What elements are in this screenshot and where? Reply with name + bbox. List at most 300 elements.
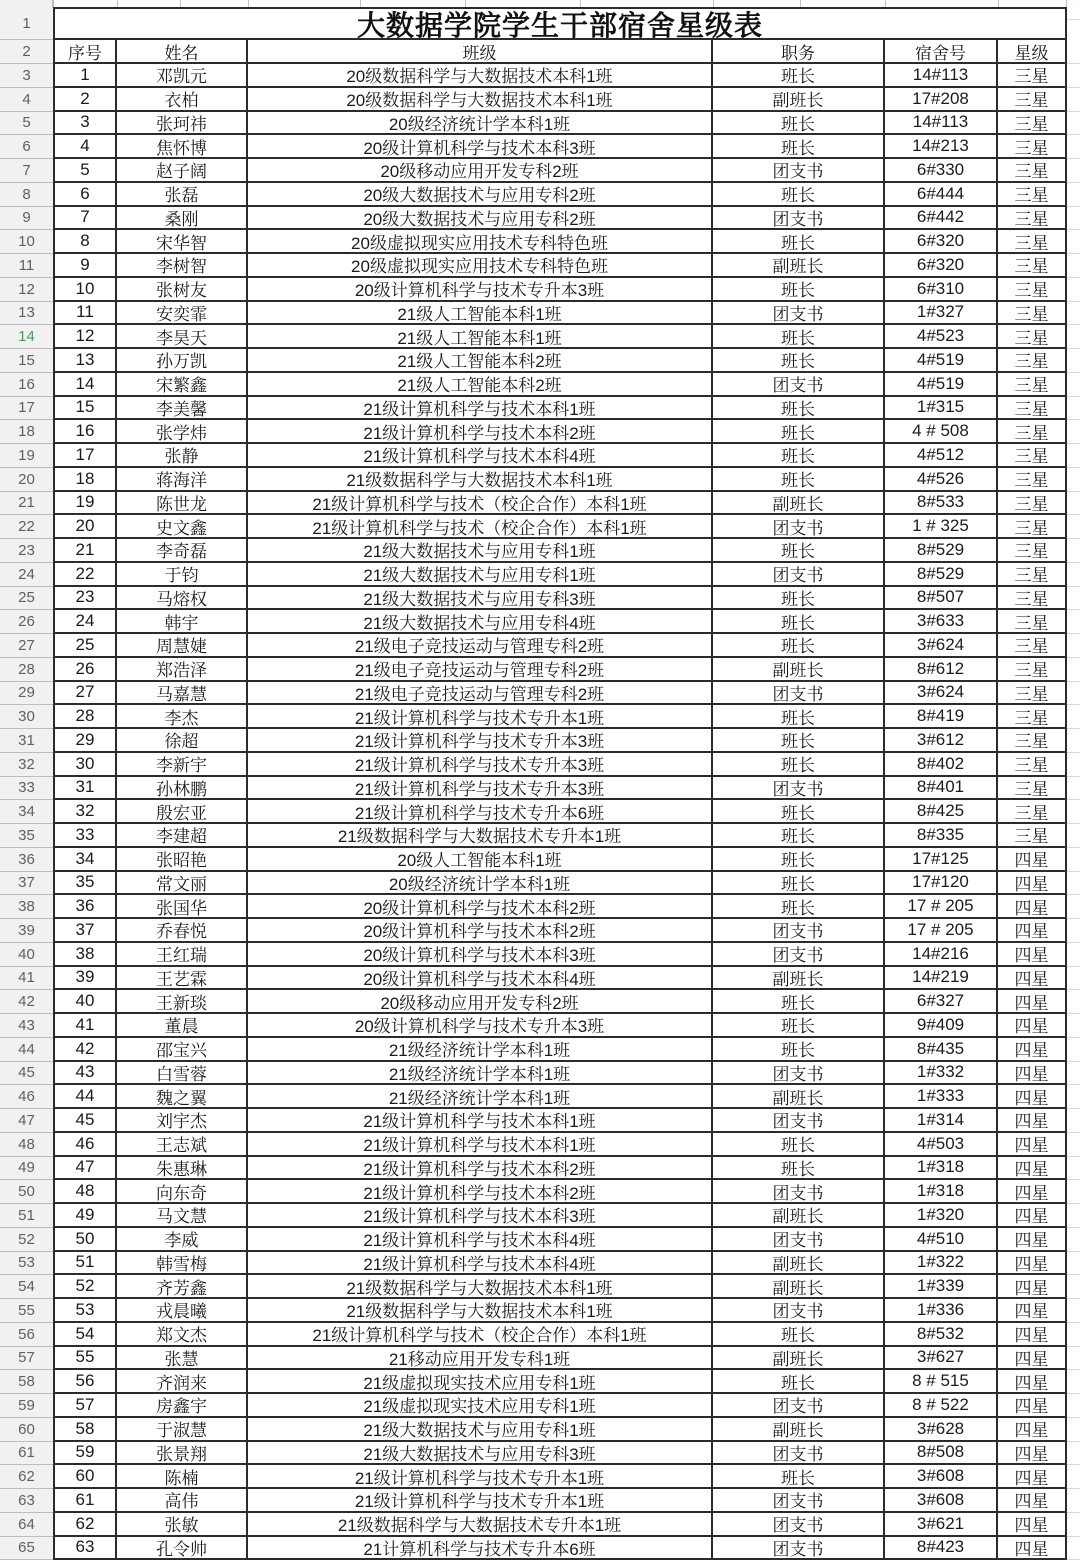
cell-star[interactable]: 四星 — [998, 1014, 1067, 1038]
row-header[interactable]: 52 — [0, 1228, 53, 1252]
row-header[interactable]: 18 — [0, 420, 53, 444]
cell-name[interactable]: 张景翔 — [117, 1442, 248, 1466]
cell-dorm[interactable]: 17#208 — [885, 88, 998, 112]
cell-name[interactable]: 王新琰 — [117, 990, 248, 1014]
row-header[interactable]: 57 — [0, 1347, 53, 1371]
cell-dorm[interactable]: 4#519 — [885, 349, 998, 373]
cell-position[interactable]: 班长 — [713, 278, 885, 302]
cell-position[interactable]: 班长 — [713, 325, 885, 349]
cell-class[interactable]: 20级计算机科学与技术专升本3班 — [248, 278, 713, 302]
cell-seq[interactable]: 55 — [53, 1347, 117, 1371]
cell-name[interactable]: 李奇磊 — [117, 539, 248, 563]
cell-seq[interactable]: 47 — [53, 1157, 117, 1181]
cell-dorm[interactable]: 8#533 — [885, 492, 998, 516]
cell-star[interactable]: 四星 — [998, 990, 1067, 1014]
row-header[interactable]: 55 — [0, 1299, 53, 1323]
cell-position[interactable]: 团支书 — [713, 682, 885, 706]
cell-class[interactable]: 21级人工智能本科1班 — [248, 325, 713, 349]
cell-name[interactable]: 李新宇 — [117, 753, 248, 777]
row-header[interactable]: 29 — [0, 682, 53, 706]
cell-class[interactable]: 21级计算机科学与技术专升本1班 — [248, 1465, 713, 1489]
cell-star[interactable]: 四星 — [998, 1370, 1067, 1394]
row-header[interactable]: 59 — [0, 1394, 53, 1418]
cell-star[interactable]: 四星 — [998, 895, 1067, 919]
cell-class[interactable]: 21级计算机科学与技术本科4班 — [248, 444, 713, 468]
cell-seq[interactable]: 60 — [53, 1465, 117, 1489]
cell-name[interactable]: 张敏 — [117, 1513, 248, 1537]
cell-dorm[interactable]: 8#435 — [885, 1038, 998, 1062]
row-header[interactable]: 46 — [0, 1085, 53, 1109]
row-header[interactable]: 23 — [0, 539, 53, 563]
cell-star[interactable]: 四星 — [998, 1109, 1067, 1133]
cell-name[interactable]: 于钧 — [117, 563, 248, 587]
cell-name[interactable]: 王志斌 — [117, 1133, 248, 1157]
row-header[interactable]: 26 — [0, 610, 53, 634]
cell-position[interactable]: 团支书 — [713, 1394, 885, 1418]
cell-class[interactable]: 21级经济统计学本科1班 — [248, 1085, 713, 1109]
cell-class[interactable]: 21级电子竞技运动与管理专科2班 — [248, 658, 713, 682]
cell-star[interactable]: 三星 — [998, 610, 1067, 634]
cell-name[interactable]: 齐芳鑫 — [117, 1275, 248, 1299]
cell-class[interactable]: 20级经济统计学本科1班 — [248, 112, 713, 136]
cell-class[interactable]: 21级计算机科学与技术本科2班 — [248, 1157, 713, 1181]
cell-star[interactable]: 四星 — [998, 1299, 1067, 1323]
cell-dorm[interactable]: 17 # 205 — [885, 919, 998, 943]
row-header[interactable]: 50 — [0, 1180, 53, 1204]
cell-class[interactable]: 21级大数据技术与应用专科1班 — [248, 563, 713, 587]
cell-star[interactable]: 三星 — [998, 492, 1067, 516]
cell-class[interactable]: 20级计算机科学与技术本科3班 — [248, 943, 713, 967]
cell-seq[interactable]: 33 — [53, 824, 117, 848]
cell-name[interactable]: 王红瑞 — [117, 943, 248, 967]
cell-dorm[interactable]: 4#526 — [885, 468, 998, 492]
cell-seq[interactable]: 5 — [53, 159, 117, 183]
row-header[interactable]: 41 — [0, 967, 53, 991]
cell-name[interactable]: 徐超 — [117, 729, 248, 753]
row-header[interactable]: 53 — [0, 1252, 53, 1276]
cell-star[interactable]: 四星 — [998, 1204, 1067, 1228]
cell-name[interactable]: 张昭艳 — [117, 848, 248, 872]
cell-star[interactable]: 三星 — [998, 88, 1067, 112]
cell-class[interactable]: 20级人工智能本科1班 — [248, 848, 713, 872]
cell-seq[interactable]: 62 — [53, 1513, 117, 1537]
cell-name[interactable]: 张珂祎 — [117, 112, 248, 136]
row-header[interactable]: 6 — [0, 135, 53, 159]
cell-name[interactable]: 赵子阔 — [117, 159, 248, 183]
cell-seq[interactable]: 14 — [53, 373, 117, 397]
cell-class[interactable]: 21级计算机科学与技术专升本6班 — [248, 800, 713, 824]
cell-dorm[interactable]: 6#320 — [885, 254, 998, 278]
cell-name[interactable]: 桑刚 — [117, 207, 248, 231]
cell-dorm[interactable]: 6#327 — [885, 990, 998, 1014]
row-header[interactable]: 35 — [0, 824, 53, 848]
cell-position[interactable]: 班长 — [713, 610, 885, 634]
cell-dorm[interactable]: 8#532 — [885, 1323, 998, 1347]
cell-seq[interactable]: 45 — [53, 1109, 117, 1133]
cell-position[interactable]: 副班长 — [713, 967, 885, 991]
cell-name[interactable]: 李美馨 — [117, 397, 248, 421]
row-header[interactable]: 61 — [0, 1442, 53, 1466]
cell-position[interactable]: 团支书 — [713, 919, 885, 943]
cell-dorm[interactable]: 3#608 — [885, 1465, 998, 1489]
cell-seq[interactable]: 54 — [53, 1323, 117, 1347]
cell-name[interactable]: 李杰 — [117, 705, 248, 729]
row-header[interactable]: 30 — [0, 705, 53, 729]
cell-name[interactable]: 马熔权 — [117, 587, 248, 611]
cell-seq[interactable]: 61 — [53, 1489, 117, 1513]
cell-name[interactable]: 向东奇 — [117, 1180, 248, 1204]
cell-position[interactable]: 班长 — [713, 539, 885, 563]
cell-name[interactable]: 李建超 — [117, 824, 248, 848]
cell-dorm[interactable]: 4#523 — [885, 325, 998, 349]
cell-name[interactable]: 焦怀博 — [117, 135, 248, 159]
cell-name[interactable]: 常文丽 — [117, 872, 248, 896]
row-header[interactable]: 63 — [0, 1489, 53, 1513]
cell-name[interactable]: 韩雪梅 — [117, 1252, 248, 1276]
cell-class[interactable]: 20级大数据技术与应用专科2班 — [248, 183, 713, 207]
cell-seq[interactable]: 30 — [53, 753, 117, 777]
cell-star[interactable]: 三星 — [998, 539, 1067, 563]
cell-name[interactable]: 宋繁鑫 — [117, 373, 248, 397]
cell-class[interactable]: 21级计算机科学与技术本科2班 — [248, 420, 713, 444]
cell-star[interactable]: 三星 — [998, 420, 1067, 444]
cell-class[interactable]: 21计算机科学与技术专升本6班 — [248, 1537, 713, 1561]
cell-class[interactable]: 20级虚拟现实应用技术专科特色班 — [248, 230, 713, 254]
cell-position[interactable]: 副班长 — [713, 492, 885, 516]
row-header[interactable]: 34 — [0, 800, 53, 824]
cell-name[interactable]: 戎晨曦 — [117, 1299, 248, 1323]
cell-class[interactable]: 20级计算机科学与技术本科2班 — [248, 919, 713, 943]
cell-name[interactable]: 邵宝兴 — [117, 1038, 248, 1062]
row-header[interactable]: 54 — [0, 1275, 53, 1299]
cell-star[interactable]: 四星 — [998, 1228, 1067, 1252]
row-header[interactable]: 10 — [0, 230, 53, 254]
cell-position[interactable]: 团支书 — [713, 943, 885, 967]
row-header[interactable]: 13 — [0, 302, 53, 326]
cell-position[interactable]: 副班长 — [713, 1347, 885, 1371]
row-header[interactable]: 44 — [0, 1038, 53, 1062]
cell-name[interactable]: 马文慧 — [117, 1204, 248, 1228]
cell-position[interactable]: 副班长 — [713, 1085, 885, 1109]
row-header[interactable]: 45 — [0, 1062, 53, 1086]
cell-position[interactable]: 团支书 — [713, 1180, 885, 1204]
cell-class[interactable]: 21级计算机科学与技术（校企合作）本科1班 — [248, 1323, 713, 1347]
cell-position[interactable]: 团支书 — [713, 207, 885, 231]
cell-star[interactable]: 四星 — [998, 1085, 1067, 1109]
cell-position[interactable]: 团支书 — [713, 1442, 885, 1466]
cell-star[interactable]: 三星 — [998, 777, 1067, 801]
cell-dorm[interactable]: 3#621 — [885, 1513, 998, 1537]
cell-seq[interactable]: 9 — [53, 254, 117, 278]
cell-seq[interactable]: 21 — [53, 539, 117, 563]
cell-name[interactable]: 陈楠 — [117, 1465, 248, 1489]
row-header[interactable]: 51 — [0, 1204, 53, 1228]
cell-star[interactable]: 三星 — [998, 705, 1067, 729]
cell-class[interactable]: 21级计算机科学与技术本科1班 — [248, 1109, 713, 1133]
cell-dorm[interactable]: 17 # 205 — [885, 895, 998, 919]
cell-seq[interactable]: 63 — [53, 1537, 117, 1561]
cell-seq[interactable]: 44 — [53, 1085, 117, 1109]
cell-name[interactable]: 韩宇 — [117, 610, 248, 634]
cell-star[interactable]: 四星 — [998, 872, 1067, 896]
cell-name[interactable]: 张学炜 — [117, 420, 248, 444]
cell-position[interactable]: 班长 — [713, 420, 885, 444]
cell-star[interactable]: 三星 — [998, 230, 1067, 254]
cell-star[interactable]: 三星 — [998, 682, 1067, 706]
cell-star[interactable]: 三星 — [998, 373, 1067, 397]
cell-dorm[interactable]: 4#512 — [885, 444, 998, 468]
cell-position[interactable]: 团支书 — [713, 1228, 885, 1252]
cell-position[interactable]: 班长 — [713, 349, 885, 373]
cell-class[interactable]: 21级人工智能本科2班 — [248, 349, 713, 373]
cell-dorm[interactable]: 17#125 — [885, 848, 998, 872]
cell-name[interactable]: 蒋海洋 — [117, 468, 248, 492]
col-header-dorm[interactable]: 宿舍号 — [885, 40, 998, 64]
cell-star[interactable]: 三星 — [998, 159, 1067, 183]
row-header[interactable]: 33 — [0, 777, 53, 801]
row-header[interactable]: 64 — [0, 1513, 53, 1537]
cell-seq[interactable]: 46 — [53, 1133, 117, 1157]
cell-seq[interactable]: 34 — [53, 848, 117, 872]
cell-seq[interactable]: 19 — [53, 492, 117, 516]
row-header[interactable]: 11 — [0, 254, 53, 278]
cell-seq[interactable]: 18 — [53, 468, 117, 492]
cell-dorm[interactable]: 1#314 — [885, 1109, 998, 1133]
cell-dorm[interactable]: 1#333 — [885, 1085, 998, 1109]
cell-star[interactable]: 四星 — [998, 1323, 1067, 1347]
cell-class[interactable]: 21级经济统计学本科1班 — [248, 1038, 713, 1062]
row-header[interactable]: 39 — [0, 919, 53, 943]
cell-position[interactable]: 团支书 — [713, 1299, 885, 1323]
row-header[interactable]: 19 — [0, 444, 53, 468]
cell-class[interactable]: 20级移动应用开发专科2班 — [248, 990, 713, 1014]
cell-star[interactable]: 三星 — [998, 254, 1067, 278]
cell-star[interactable]: 四星 — [998, 967, 1067, 991]
cell-star[interactable]: 四星 — [998, 1347, 1067, 1371]
cell-position[interactable]: 副班长 — [713, 1204, 885, 1228]
cell-name[interactable]: 李威 — [117, 1228, 248, 1252]
cell-seq[interactable]: 51 — [53, 1252, 117, 1276]
cell-class[interactable]: 21级计算机科学与技术本科3班 — [248, 1204, 713, 1228]
cell-seq[interactable]: 15 — [53, 397, 117, 421]
cell-position[interactable]: 班长 — [713, 895, 885, 919]
cell-dorm[interactable]: 6#330 — [885, 159, 998, 183]
cell-class[interactable]: 21级计算机科学与技术本科1班 — [248, 397, 713, 421]
cell-seq[interactable]: 52 — [53, 1275, 117, 1299]
cell-name[interactable]: 董晨 — [117, 1014, 248, 1038]
cell-name[interactable]: 张磊 — [117, 183, 248, 207]
cell-star[interactable]: 三星 — [998, 325, 1067, 349]
cell-dorm[interactable]: 1#332 — [885, 1062, 998, 1086]
cell-seq[interactable]: 32 — [53, 800, 117, 824]
cell-seq[interactable]: 38 — [53, 943, 117, 967]
cell-dorm[interactable]: 3#612 — [885, 729, 998, 753]
cell-dorm[interactable]: 6#442 — [885, 207, 998, 231]
cell-seq[interactable]: 49 — [53, 1204, 117, 1228]
cell-dorm[interactable]: 14#219 — [885, 967, 998, 991]
cell-dorm[interactable]: 4 # 508 — [885, 420, 998, 444]
cell-seq[interactable]: 17 — [53, 444, 117, 468]
page-title[interactable]: 大数据学院学生干部宿舍星级表 — [53, 7, 1067, 40]
cell-name[interactable]: 齐润来 — [117, 1370, 248, 1394]
cell-seq[interactable]: 4 — [53, 135, 117, 159]
cell-name[interactable]: 魏之翼 — [117, 1085, 248, 1109]
cell-star[interactable]: 四星 — [998, 1157, 1067, 1181]
cell-position[interactable]: 副班长 — [713, 1275, 885, 1299]
cell-star[interactable]: 三星 — [998, 444, 1067, 468]
cell-class[interactable]: 21级计算机科学与技术专升本3班 — [248, 753, 713, 777]
cell-dorm[interactable]: 8#419 — [885, 705, 998, 729]
cell-dorm[interactable]: 1#320 — [885, 1204, 998, 1228]
cell-class[interactable]: 21级计算机科学与技术本科2班 — [248, 1180, 713, 1204]
cell-class[interactable]: 21级大数据技术与应用专科1班 — [248, 1418, 713, 1442]
cell-position[interactable]: 班长 — [713, 1038, 885, 1062]
cell-name[interactable]: 安奕霏 — [117, 302, 248, 326]
cell-dorm[interactable]: 14#216 — [885, 943, 998, 967]
cell-name[interactable]: 张树友 — [117, 278, 248, 302]
cell-position[interactable]: 副班长 — [713, 658, 885, 682]
cell-star[interactable]: 四星 — [998, 943, 1067, 967]
cell-star[interactable]: 四星 — [998, 1537, 1067, 1561]
row-header[interactable]: 65 — [0, 1537, 53, 1561]
row-header[interactable]: 22 — [0, 515, 53, 539]
cell-seq[interactable]: 35 — [53, 872, 117, 896]
cell-class[interactable]: 21级计算机科学与技术（校企合作）本科1班 — [248, 492, 713, 516]
cell-class[interactable]: 21级数据科学与大数据技术本科1班 — [248, 468, 713, 492]
cell-name[interactable]: 孔令帅 — [117, 1537, 248, 1561]
cell-dorm[interactable]: 1#318 — [885, 1157, 998, 1181]
cell-position[interactable]: 班长 — [713, 183, 885, 207]
cell-star[interactable]: 三星 — [998, 468, 1067, 492]
cell-class[interactable]: 21级数据科学与大数据技术专升本1班 — [248, 824, 713, 848]
cell-seq[interactable]: 53 — [53, 1299, 117, 1323]
cell-dorm[interactable]: 1#315 — [885, 397, 998, 421]
cell-star[interactable]: 三星 — [998, 587, 1067, 611]
cell-star[interactable]: 三星 — [998, 658, 1067, 682]
cell-position[interactable]: 班长 — [713, 729, 885, 753]
cell-seq[interactable]: 40 — [53, 990, 117, 1014]
cell-class[interactable]: 21移动应用开发专科1班 — [248, 1347, 713, 1371]
cell-seq[interactable]: 42 — [53, 1038, 117, 1062]
row-header[interactable]: 31 — [0, 729, 53, 753]
cell-seq[interactable]: 59 — [53, 1442, 117, 1466]
cell-dorm[interactable]: 1 # 325 — [885, 515, 998, 539]
cell-dorm[interactable]: 17#120 — [885, 872, 998, 896]
cell-position[interactable]: 班长 — [713, 468, 885, 492]
row-header-1[interactable]: 1 — [0, 7, 53, 40]
cell-seq[interactable]: 20 — [53, 515, 117, 539]
cell-seq[interactable]: 11 — [53, 302, 117, 326]
cell-seq[interactable]: 28 — [53, 705, 117, 729]
row-header[interactable]: 21 — [0, 492, 53, 516]
cell-class[interactable]: 21级人工智能本科1班 — [248, 302, 713, 326]
cell-star[interactable]: 三星 — [998, 302, 1067, 326]
cell-position[interactable]: 副班长 — [713, 254, 885, 278]
cell-position[interactable]: 班长 — [713, 705, 885, 729]
row-header[interactable]: 17 — [0, 397, 53, 421]
row-header[interactable]: 27 — [0, 634, 53, 658]
cell-star[interactable]: 四星 — [998, 1418, 1067, 1442]
cell-name[interactable]: 于淑慧 — [117, 1418, 248, 1442]
cell-star[interactable]: 三星 — [998, 729, 1067, 753]
cell-seq[interactable]: 13 — [53, 349, 117, 373]
cell-class[interactable]: 21级经济统计学本科1班 — [248, 1062, 713, 1086]
cell-star[interactable]: 四星 — [998, 1465, 1067, 1489]
row-header[interactable]: 4 — [0, 88, 53, 112]
cell-dorm[interactable]: 3#627 — [885, 1347, 998, 1371]
cell-name[interactable]: 郑浩泽 — [117, 658, 248, 682]
cell-star[interactable]: 三星 — [998, 824, 1067, 848]
row-header[interactable]: 14 — [0, 325, 53, 349]
cell-seq[interactable]: 12 — [53, 325, 117, 349]
cell-position[interactable]: 团支书 — [713, 1109, 885, 1133]
cell-star[interactable]: 四星 — [998, 1489, 1067, 1513]
cell-seq[interactable]: 2 — [53, 88, 117, 112]
cell-class[interactable]: 20级计算机科学与技术本科3班 — [248, 135, 713, 159]
cell-position[interactable]: 班长 — [713, 1157, 885, 1181]
cell-class[interactable]: 20级计算机科学与技术专升本3班 — [248, 1014, 713, 1038]
row-header[interactable]: 49 — [0, 1157, 53, 1181]
cell-seq[interactable]: 6 — [53, 183, 117, 207]
cell-seq[interactable]: 8 — [53, 230, 117, 254]
cell-star[interactable]: 三星 — [998, 207, 1067, 231]
cell-seq[interactable]: 1 — [53, 64, 117, 88]
cell-star[interactable]: 三星 — [998, 753, 1067, 777]
row-header[interactable]: 47 — [0, 1109, 53, 1133]
cell-dorm[interactable]: 1#322 — [885, 1252, 998, 1276]
cell-seq[interactable]: 56 — [53, 1370, 117, 1394]
row-header[interactable]: 7 — [0, 159, 53, 183]
cell-star[interactable]: 三星 — [998, 278, 1067, 302]
cell-dorm[interactable]: 8#529 — [885, 539, 998, 563]
col-header-name[interactable]: 姓名 — [117, 40, 248, 64]
cell-star[interactable]: 四星 — [998, 1062, 1067, 1086]
cell-position[interactable]: 团支书 — [713, 1062, 885, 1086]
cell-seq[interactable]: 27 — [53, 682, 117, 706]
cell-position[interactable]: 团支书 — [713, 1513, 885, 1537]
cell-star[interactable]: 四星 — [998, 848, 1067, 872]
cell-position[interactable]: 班长 — [713, 135, 885, 159]
cell-position[interactable]: 班长 — [713, 397, 885, 421]
cell-seq[interactable]: 57 — [53, 1394, 117, 1418]
cell-seq[interactable]: 43 — [53, 1062, 117, 1086]
row-header[interactable]: 3 — [0, 64, 53, 88]
row-header[interactable]: 12 — [0, 278, 53, 302]
cell-class[interactable]: 21级计算机科学与技术（校企合作）本科1班 — [248, 515, 713, 539]
cell-seq[interactable]: 22 — [53, 563, 117, 587]
cell-star[interactable]: 四星 — [998, 919, 1067, 943]
cell-name[interactable]: 李昊天 — [117, 325, 248, 349]
cell-seq[interactable]: 24 — [53, 610, 117, 634]
cell-position[interactable]: 班长 — [713, 848, 885, 872]
cell-seq[interactable]: 58 — [53, 1418, 117, 1442]
cell-position[interactable]: 副班长 — [713, 1252, 885, 1276]
cell-position[interactable]: 副班长 — [713, 1418, 885, 1442]
cell-class[interactable]: 20级计算机科学与技术本科2班 — [248, 895, 713, 919]
cell-position[interactable]: 班长 — [713, 112, 885, 136]
row-header[interactable]: 36 — [0, 848, 53, 872]
cell-class[interactable]: 21级大数据技术与应用专科3班 — [248, 587, 713, 611]
cell-seq[interactable]: 7 — [53, 207, 117, 231]
row-header[interactable]: 24 — [0, 563, 53, 587]
col-header-seq[interactable]: 序号 — [53, 40, 117, 64]
cell-position[interactable]: 班长 — [713, 1323, 885, 1347]
cell-class[interactable]: 21级大数据技术与应用专科1班 — [248, 539, 713, 563]
row-header[interactable]: 9 — [0, 207, 53, 231]
row-header[interactable]: 62 — [0, 1465, 53, 1489]
row-header[interactable]: 8 — [0, 183, 53, 207]
cell-seq[interactable]: 3 — [53, 112, 117, 136]
